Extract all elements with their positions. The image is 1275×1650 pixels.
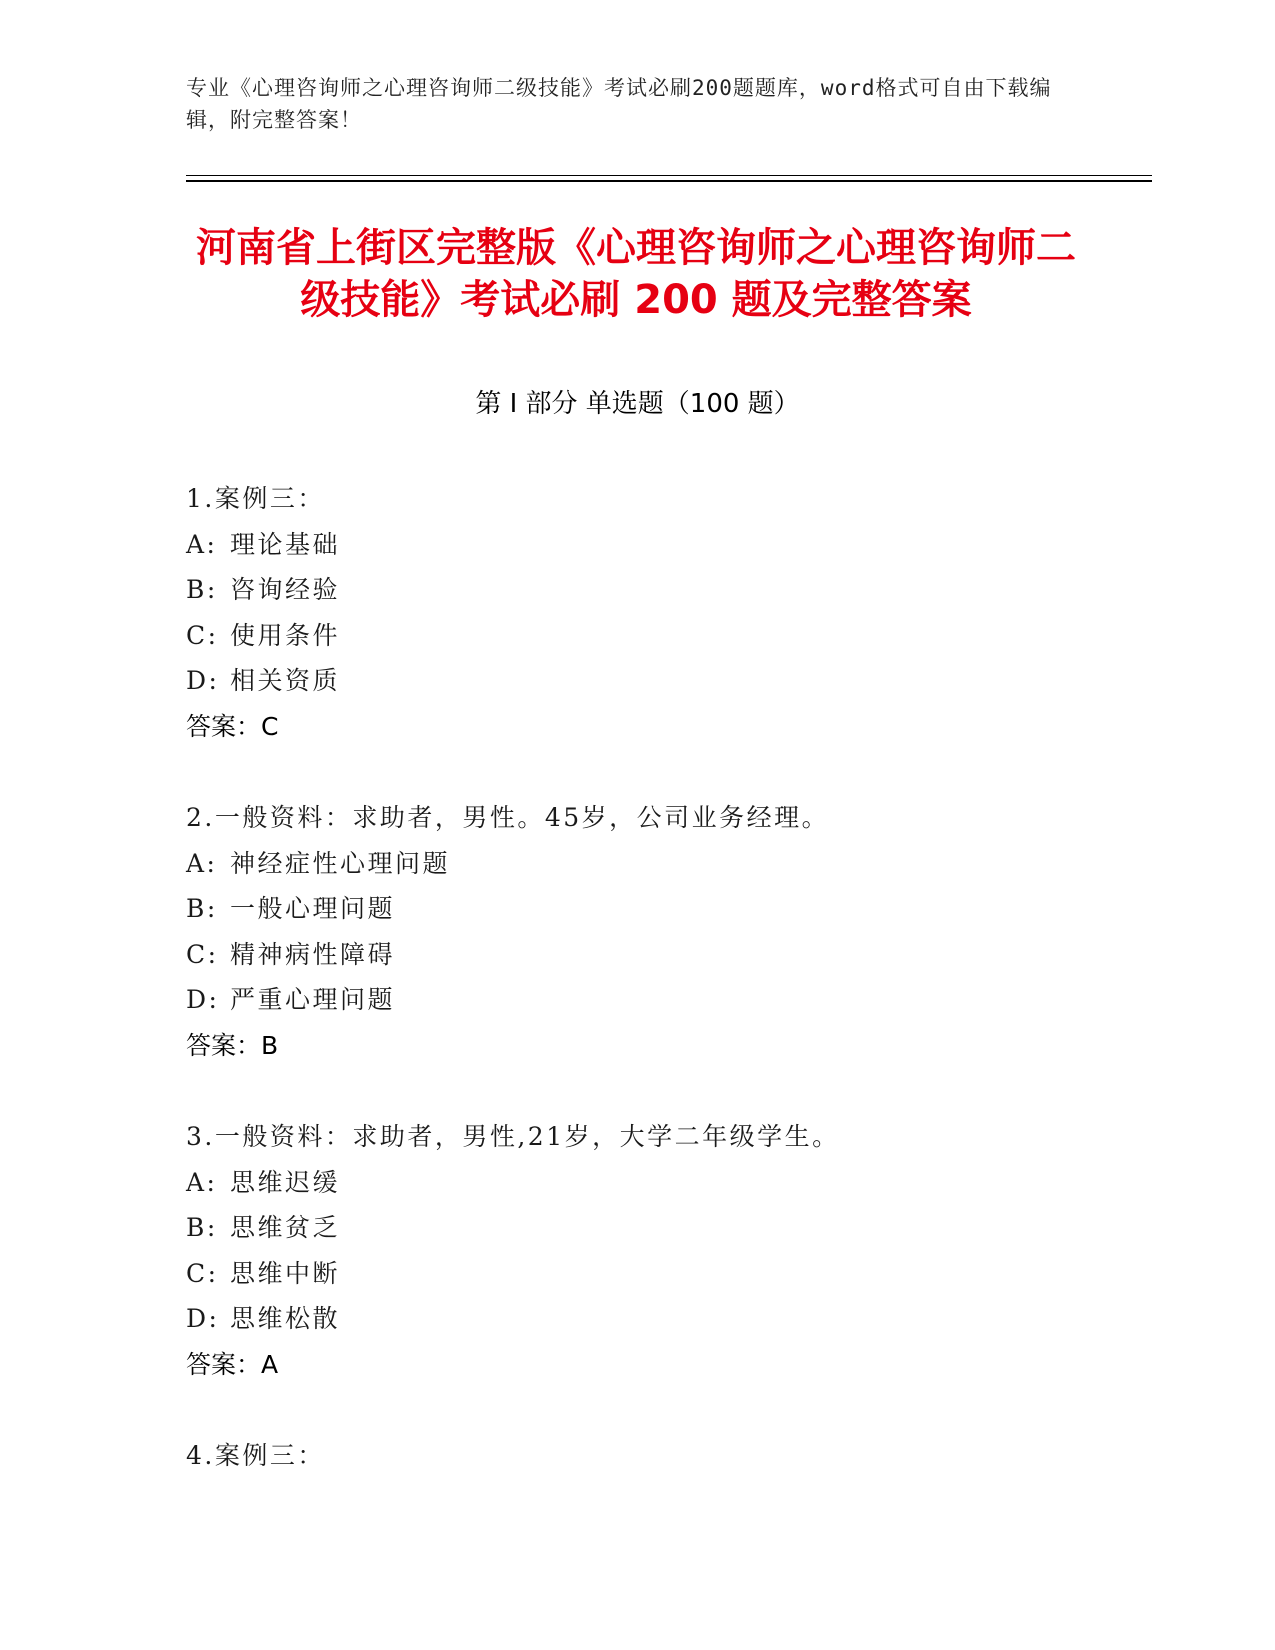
section-title: 第 I 部分 单选题（100 题） — [475, 389, 800, 419]
answer-prefix: 答案： — [186, 711, 262, 741]
option-label: C: — [186, 1258, 219, 1288]
option-text: 相关资质 — [230, 666, 341, 695]
question-1 — [186, 476, 1126, 749]
question-stem: 3.一般资料：求助者，男性,21岁，大学二年级学生。 — [186, 1122, 840, 1151]
document-title: 河南省上街区完整版《心理咨询师之心理咨询师二级技能》考试必刷 200 题及完整答案 — [196, 225, 1076, 323]
answer-line — [186, 704, 1126, 750]
option-label: B: — [186, 1213, 218, 1242]
question-3 — [186, 1114, 1126, 1387]
option-d — [186, 658, 1126, 704]
option-label: A: — [186, 1167, 218, 1197]
header-rule-thick — [186, 180, 1152, 182]
option-b — [186, 567, 1126, 613]
answer-prefix: 答案： — [186, 1030, 262, 1060]
question-stem: 2.一般资料：求助者，男性。45岁，公司业务经理。 — [186, 803, 830, 832]
option-label: B: — [186, 894, 218, 923]
option-a — [186, 841, 1126, 887]
option-c — [186, 613, 1126, 659]
option-a — [186, 1160, 1126, 1206]
answer-line — [186, 1342, 1126, 1388]
option-label: D: — [186, 666, 220, 695]
option-text: 理论基础 — [230, 529, 341, 559]
option-label: B: — [186, 575, 218, 604]
option-d — [186, 1296, 1126, 1342]
answer-value: C — [261, 711, 279, 741]
option-c — [186, 932, 1126, 978]
option-text: 咨询经验 — [230, 575, 341, 604]
option-text: 使用条件 — [230, 620, 341, 650]
option-d — [186, 977, 1126, 1023]
option-b — [186, 1205, 1126, 1251]
option-label: D: — [186, 985, 220, 1014]
option-label: C: — [186, 620, 219, 650]
question-2 — [186, 795, 1126, 1068]
option-label: D: — [186, 1304, 220, 1333]
question-stem: 4.案例三： — [186, 1441, 325, 1470]
question-4 — [186, 1433, 1126, 1479]
header-note: 专业《心理咨询师之心理咨询师二级技能》考试必刷200题题库，word格式可自由下载编辑，附完整答案！ — [186, 76, 1052, 132]
option-text: 严重心理问题 — [230, 985, 396, 1014]
option-text: 神经症性心理问题 — [230, 848, 451, 878]
option-c — [186, 1251, 1126, 1297]
option-label: A: — [186, 529, 218, 559]
option-text: 思维松散 — [230, 1304, 341, 1333]
answer-value: B — [261, 1030, 279, 1060]
question-stem: 1.案例三： — [186, 484, 325, 513]
question-list — [186, 476, 1126, 1525]
option-text: 思维迟缓 — [230, 1167, 341, 1197]
answer-prefix: 答案： — [186, 1349, 262, 1379]
option-text: 一般心理问题 — [230, 894, 396, 923]
option-text: 精神病性障碍 — [230, 939, 396, 969]
option-label: C: — [186, 939, 219, 969]
option-a — [186, 522, 1126, 568]
header-rule-thin — [186, 175, 1152, 176]
option-text: 思维中断 — [230, 1258, 341, 1288]
option-b — [186, 886, 1126, 932]
option-label: A: — [186, 848, 218, 878]
answer-value: A — [261, 1349, 279, 1379]
option-text: 思维贫乏 — [230, 1213, 341, 1242]
answer-line — [186, 1023, 1126, 1069]
